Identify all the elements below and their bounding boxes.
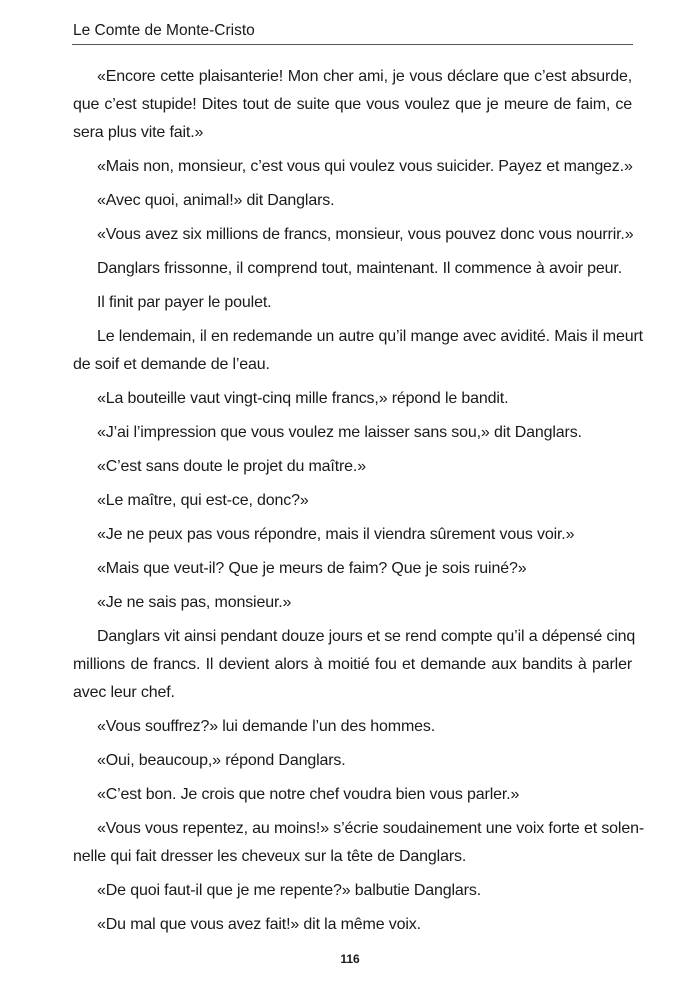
text-line: «Vous vous repentez, au moins!» s’écrie soudainement une voix forte et solen- bbox=[97, 820, 644, 837]
text-line: Il finit par payer le poulet. bbox=[97, 294, 272, 311]
text-line: «Mais non, monsieur, c’est vous qui voulez vous suicider. Payez et mangez.» bbox=[97, 158, 633, 175]
text-line: sera plus vite fait.» bbox=[73, 124, 204, 141]
text-line: «C’est sans doute le projet du maître.» bbox=[97, 458, 366, 475]
paragraph bbox=[73, 815, 644, 871]
paragraph bbox=[73, 323, 643, 379]
paragraph bbox=[73, 555, 632, 583]
text-line: «De quoi faut-il que je me repente?» balbutie Danglars. bbox=[97, 882, 482, 899]
page-body bbox=[73, 63, 644, 945]
text-line: «Je ne sais pas, monsieur.» bbox=[97, 594, 292, 611]
header-rule bbox=[72, 44, 633, 45]
paragraph bbox=[73, 487, 632, 515]
text-line: «Encore cette plaisanterie! Mon cher ami, je vous déclare que c’est absurde, bbox=[97, 68, 632, 85]
paragraph bbox=[73, 419, 632, 447]
text-line: Danglars frissonne, il comprend tout, maintenant. Il commence à avoir peur. bbox=[97, 260, 623, 277]
text-line: «Le maître, qui est-ce, donc?» bbox=[97, 492, 309, 509]
paragraph bbox=[73, 153, 632, 181]
page-number: 116 bbox=[340, 952, 360, 966]
text-line: avec leur chef. bbox=[73, 684, 175, 701]
text-line: que c’est stupide! Dites tout de suite que vous voulez que je meure de faim, ce bbox=[73, 96, 632, 113]
text-line: «Vous avez six millions de francs, monsieur, vous pouvez donc vous nourrir.» bbox=[97, 226, 634, 243]
text-line: «La bouteille vaut vingt-cinq mille francs,» répond le bandit. bbox=[97, 390, 509, 407]
text-line: nelle qui fait dresser les cheveux sur la tête de Danglars. bbox=[73, 848, 467, 865]
text-line: «Vous souffrez?» lui demande l’un des hommes. bbox=[97, 718, 436, 735]
text-line: «Du mal que vous avez fait!» dit la même voix. bbox=[97, 916, 421, 933]
paragraph bbox=[73, 187, 632, 215]
paragraph bbox=[73, 713, 632, 741]
text-line: «C’est bon. Je crois que notre chef voudra bien vous parler.» bbox=[97, 786, 520, 803]
text-line: de soif et demande de l’eau. bbox=[73, 356, 270, 373]
running-header: Le Comte de Monte-Cristo bbox=[73, 22, 255, 39]
paragraph bbox=[73, 521, 632, 549]
paragraph bbox=[73, 623, 636, 707]
text-line: «J’ai l’impression que vous voulez me laisser sans sou,» dit Danglars. bbox=[97, 424, 582, 441]
text-line: «Mais que veut-il? Que je meurs de faim? Que je sois ruiné?» bbox=[97, 560, 527, 577]
paragraph bbox=[73, 63, 632, 147]
paragraph bbox=[73, 747, 632, 775]
paragraph bbox=[73, 221, 632, 249]
paragraph bbox=[73, 453, 632, 481]
text-line: Le lendemain, il en redemande un autre qu’il mange avec avidité. Mais il meurt bbox=[97, 328, 643, 345]
paragraph bbox=[73, 781, 632, 809]
text-line: «Oui, beaucoup,» répond Danglars. bbox=[97, 752, 346, 769]
text-line: «Je ne peux pas vous répondre, mais il viendra sûrement vous voir.» bbox=[97, 526, 575, 543]
paragraph bbox=[73, 589, 632, 617]
paragraph bbox=[73, 911, 632, 939]
text-line: «Avec quoi, animal!» dit Danglars. bbox=[97, 192, 335, 209]
text-line: millions de francs. Il devient alors à moitié fou et demande aux bandits à parler bbox=[73, 656, 632, 673]
paragraph bbox=[73, 255, 632, 283]
paragraph bbox=[73, 877, 632, 905]
paragraph bbox=[73, 385, 632, 413]
paragraph bbox=[73, 289, 632, 317]
text-line: Danglars vit ainsi pendant douze jours et se rend compte qu’il a dépensé cinq bbox=[97, 628, 636, 645]
